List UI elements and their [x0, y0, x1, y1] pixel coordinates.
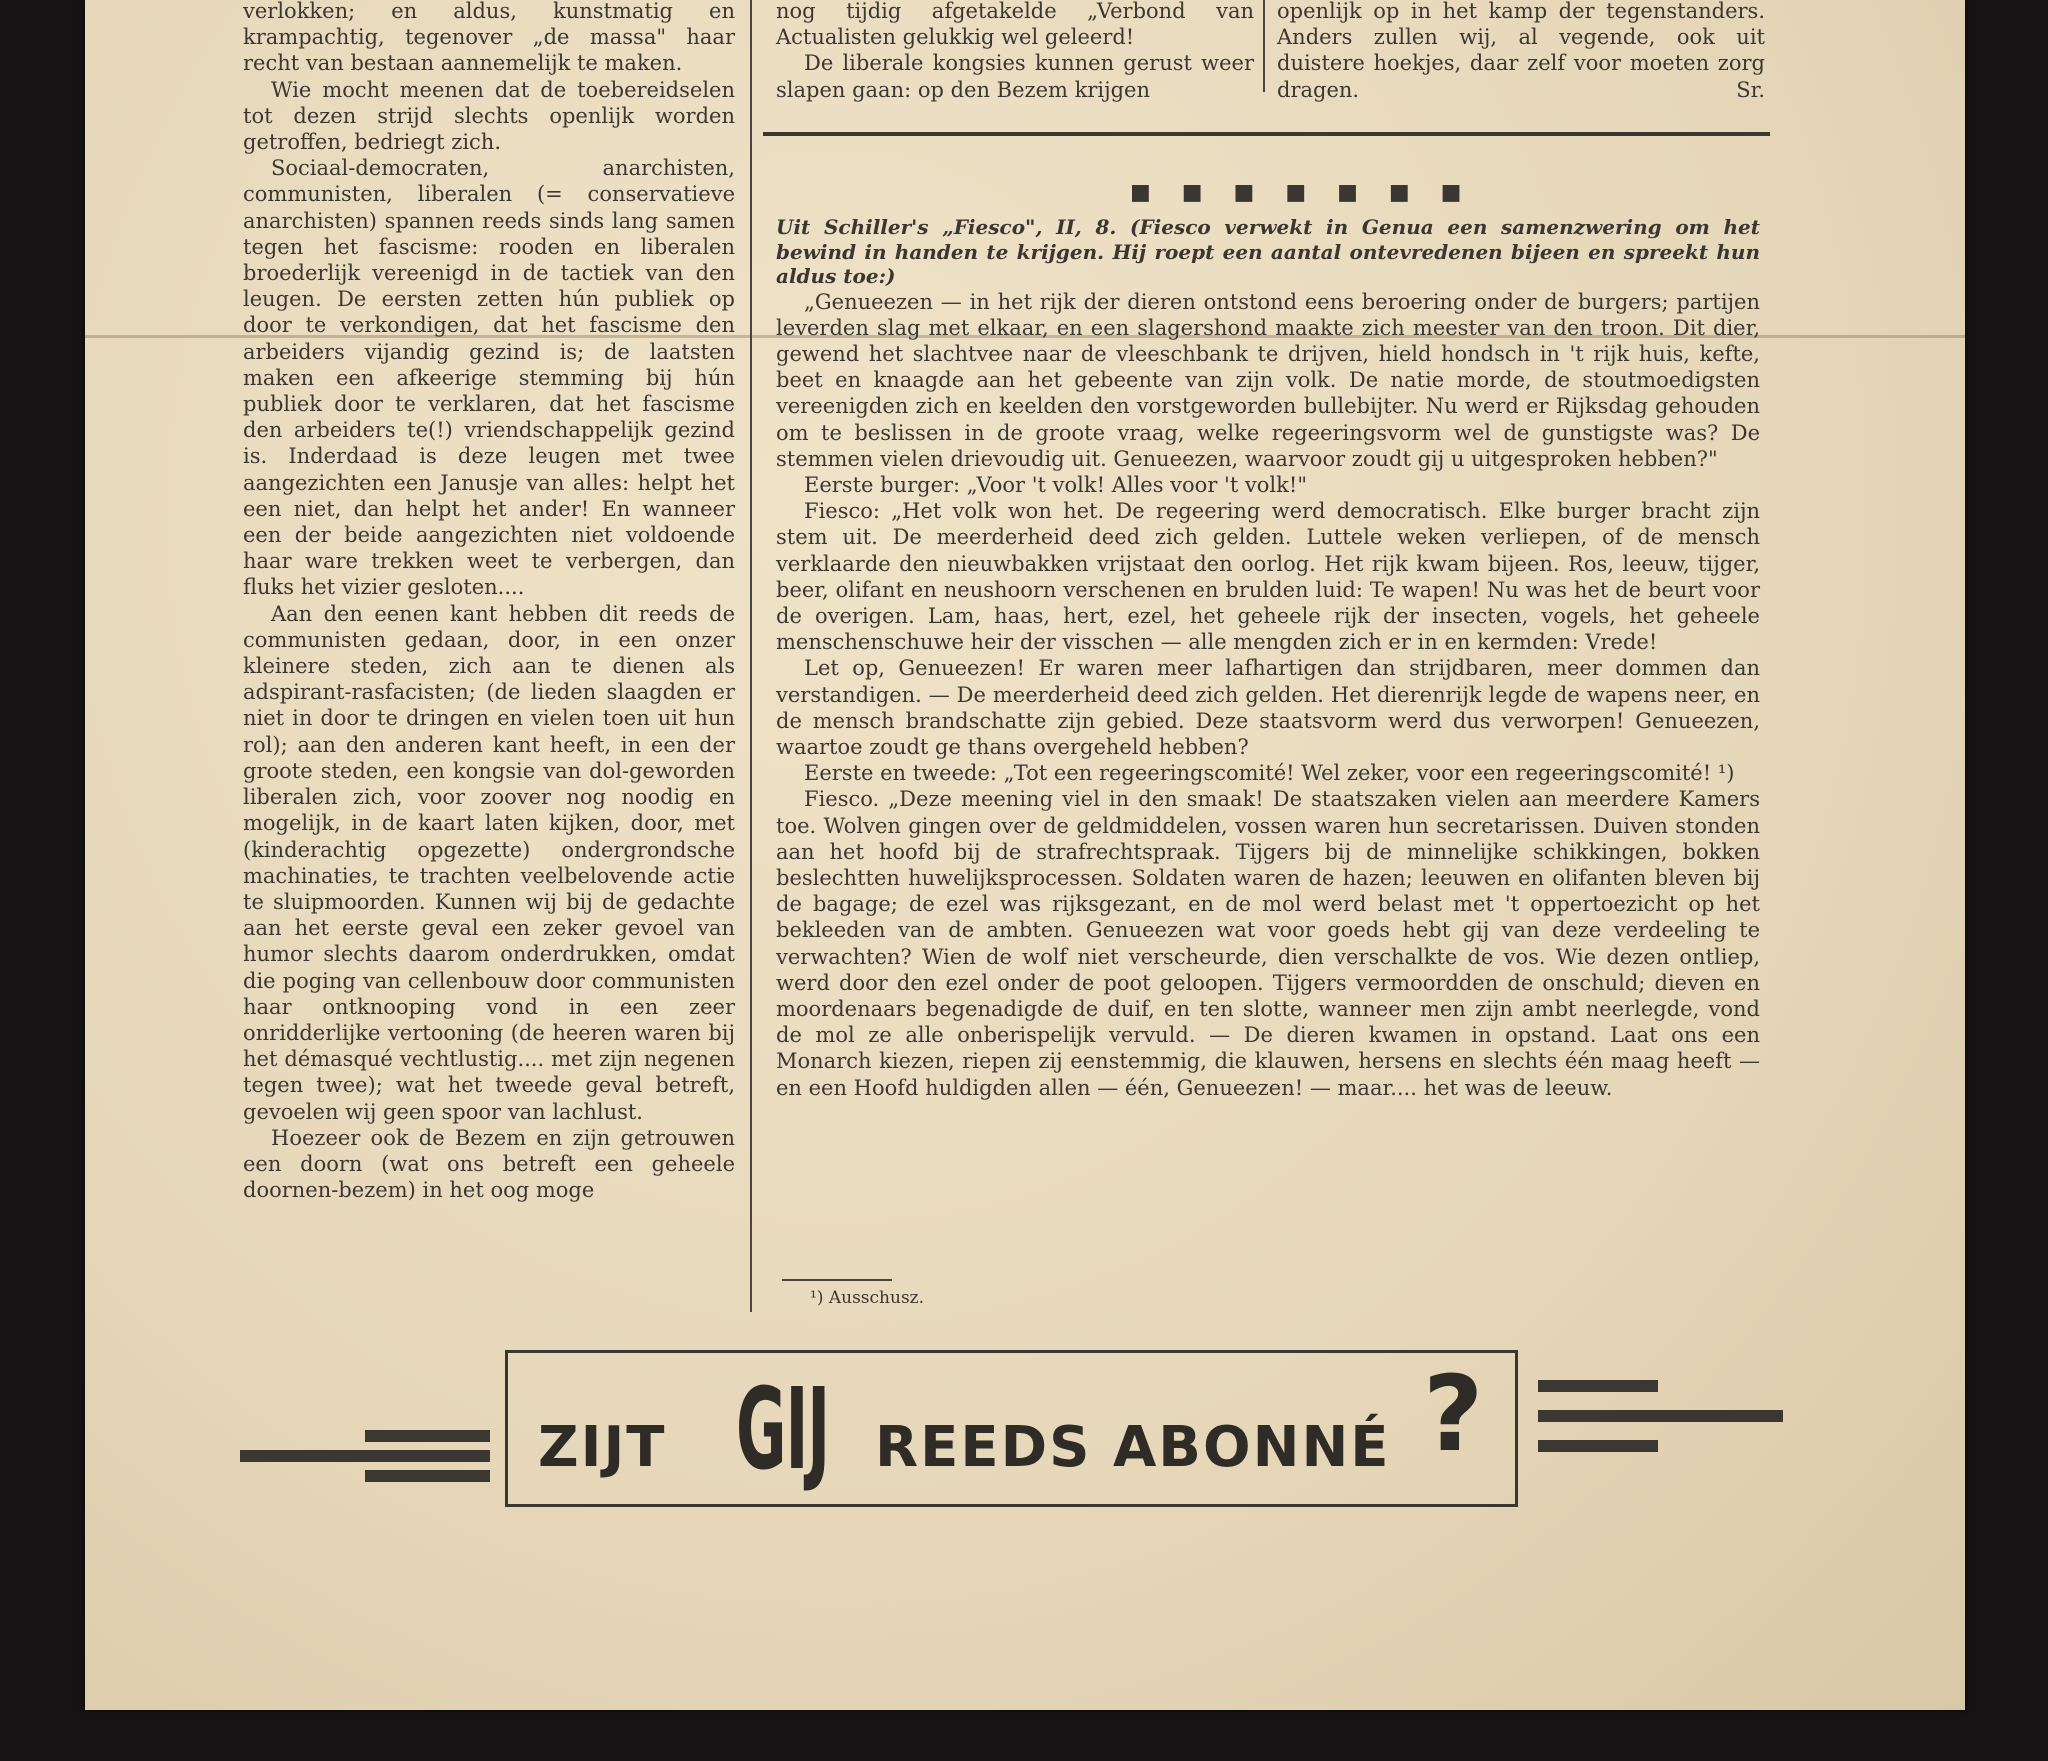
footnote-rule — [782, 1279, 892, 1281]
banner-word-reeds-abonne: REEDS ABONNÉ — [875, 1415, 1391, 1480]
banner-bar-left-top — [365, 1430, 490, 1442]
article-paragraph-6: Fiesco. „Deze meening viel in den smaak! De staatszaken vielen aan meerdere Kamers toe. Wolven gingen over de geldmiddelen, vossen waren hun secretarissen. Duiven stonden aan het hoofd bij de strafrechtspraak. Tijgers bij de minnelijke schikkingen, bokken beslechtten huwelijksprocessen. Soldaten waren de hazen; leeuwen en olifanten bleven bij de bagage; de ezel was rijksgezant, en de mol werd belast met 't oppertoezicht op het bekleeden van de ambten. Genueezen wat voor goeds hebt gij van deze verdeeling te verwachten? Wien de wolf niet verscheurde, dien verschalkte de vos. Wie dezen ontliep, werd door den ezel onder de poot geloopen. Tijgers vermoordden de onschuld; dieven en moordenaars begenadigde de duif, en ten slotte, wanneer men zijn ambt neerlegde, vond de mol ze alle onberispelijk vervuld. — De dieren kwamen in opstand. Laat ons een Monarch kiezen, riepen zij eenstemmig, die klauwen, hersens en slechts één maag heeft — en een Hoofd huldigden allen — één, Genueezen! — maar.... het was de leeuw. — [776, 787, 1760, 1100]
author-signature: Sr. — [1736, 77, 1765, 102]
article-paragraph-5: Eerste en tweede: „Tot een regeeringscomité! Wel zeker, voor een regeeringscomité! ¹) — [804, 761, 1735, 786]
column-divider-top-right — [1263, 0, 1265, 92]
footnote: ¹) Ausschusz. — [810, 1288, 925, 1308]
subscription-banner — [505, 1350, 1518, 1507]
fiesco-article — [776, 215, 1760, 1101]
banner-question-mark: ? — [1423, 1353, 1484, 1475]
banner-word-gij: GIJ — [736, 1365, 830, 1495]
banner-word-zijt: ZIJT — [538, 1415, 667, 1480]
right-article-column — [1277, 0, 1765, 103]
article-paragraph-2: Eerste burger: „Voor 't volk! Alles voor 't volk!" — [804, 472, 1307, 497]
article-paragraph-1: „Genueezen — in het rijk der dieren ontstond eens beroering onder de burgers; partijen leverden slag met elkaar, en een slagershond maakte zich meester van den troon. Dit dier, gewend het slachtvee naar de vleeschbank te drijven, hield hondsch in 't rijk huis, kefte, beet en knaagde aan het gebeente van zijn volk. De natie morde, de stoutmoedigsten vereenigden zich en keelden den vorstgeworden bullebijter. Nu werd er Rijksdag gehouden om te beslissen in de groote vraag, welke regeeringsvorm wel de gunstigste was? De stemmen vielen drievoudig uit. Genueezen, waarvoor zoudt gij u uitgesproken hebben?" — [776, 289, 1760, 471]
section-separator: ■ ■ ■ ■ ■ ■ ■ — [1130, 180, 1474, 205]
middle-article-column — [776, 0, 1254, 103]
left-paragraph-1: verlokken; en aldus, kunstmatig en krampachtig, tegenover „de massa" haar recht van bestaan aannemelijk te maken. — [243, 0, 735, 76]
left-paragraph-5: Hoezeer ook de Bezem en zijn getrouwen een doorn (wat ons betreft een geheele doornen-bezem) in het oog moge — [243, 1125, 735, 1203]
banner-bar-right-top — [1538, 1380, 1658, 1392]
banner-bar-left-bottom — [365, 1470, 490, 1482]
column-divider-left — [750, 0, 752, 1312]
article-paragraph-4: Let op, Genueezen! Er waren meer lafhartigen dan strijdbaren, meer dommen dan verstandigen. — De meerderheid deed zich gelden. Het dierenrijk legde de wapens neer, en de mensch brandschatte zijn gebied. Deze staatsvorm werd dus verworpen! Genueezen, waartoe zoudt ge thans overgeheld hebben? — [776, 656, 1760, 759]
banner-bar-left-middle — [240, 1450, 490, 1462]
middle-paragraph-1: nog tijdig afgetakelde „Verbond van Actualisten gelukkig wel geleerd! — [776, 0, 1254, 50]
right-paragraph-text: openlijk op in het kamp der tegenstanders. Anders zullen wij, al vegende, ook uit duistere hoekjes, daar zelf voor moeten zorg dragen. — [1277, 0, 1765, 102]
banner-bar-right-middle — [1538, 1410, 1783, 1422]
banner-bar-right-bottom — [1538, 1440, 1658, 1452]
right-paragraph-1 — [1277, 0, 1765, 103]
left-paragraph-2: Wie mocht meenen dat de toebereidselen tot dezen strijd slechts openlijk worden getroffen, bedriegt zich. — [243, 77, 735, 155]
article-intro: Uit Schiller's „Fiesco", II, 8. (Fiesco verwekt in Genua een samenzwering om het bewind in handen te krijgen. Hij roept een aantal ontevredenen bijeen en spreekt hun aldus toe:) — [776, 215, 1760, 288]
section-rule — [763, 132, 1770, 136]
middle-paragraph-2: De liberale kongsies kunnen gerust weer slapen gaan: op den Bezem krijgen — [776, 51, 1254, 102]
article-paragraph-3: Fiesco: „Het volk won het. De regeering werd democratisch. Elke burger bracht zijn stem uit. De meerderheid deed zich gelden. Luttele weken verliepen, of de mensch verklaarde den nieuwbakken vrijstaat den oorlog. Het rijk kwam bijeen. Ros, leeuw, tijger, beer, olifant en neushoorn verschenen en brulden luid: Te wapen! Nu was het de beurt voor de overigen. Lam, haas, hert, ezel, het geheele rijk der insecten, vogels, het geheele menschenschuwe heir der visschen — alle mengden zich er in en kermden: Vrede! — [776, 499, 1760, 655]
left-article-column — [243, 0, 735, 1203]
left-paragraph-3: Sociaal-democraten, anarchisten, communisten, liberalen (= conservatieve anarchisten) spannen reeds sinds lang samen tegen het fascisme: rooden en liberalen broederlijk vereenigd in de tactiek van den leugen. De eersten zetten hún publiek op door te verkondigen, dat het fascisme den arbeiders vijandig gezind is; de laatsten maken een afkeerige stemming bij hún publiek door te verklaren, dat het fascisme den arbeiders te(!) vriendschappelijk gezind is. Inderdaad is deze leugen met twee aangezichten een Janusje van alles: helpt het een niet, dan helpt het ander! En wanneer een der beide aangezichten niet voldoende haar ware trekken weet te verbergen, dan fluks het vizier gesloten.... — [243, 156, 735, 600]
left-paragraph-4: Aan den eenen kant hebben dit reeds de communisten gedaan, door, in een onzer kleinere steden, zich aan te dienen als adspirant-rasfacisten; (de lieden slaagden er niet in door te dringen en vielen toen uit hun rol); aan den anderen kant heeft, in een der groote steden, een kongsie van dol-geworden liberalen zich, voor zoover nog noodig en mogelijk, in de kaart laten kijken, door, met (kinderachtig opgezette) ondergrondsche machinaties, te trachten veelbelovende actie te sluipmoorden. Kunnen wij bij de gedachte aan het eerste geval een zeker gevoel van humor slechts daarom onderdrukken, omdat die poging van cellenbouw door communisten haar ontknooping vond in een zeer onridderlijke vertooning (de heeren waren bij het démasqué vechtlustig.... met zijn negenen tegen twee); wat het tweede geval betreft, gevoelen wij geen spoor van lachlust. — [243, 601, 735, 1124]
